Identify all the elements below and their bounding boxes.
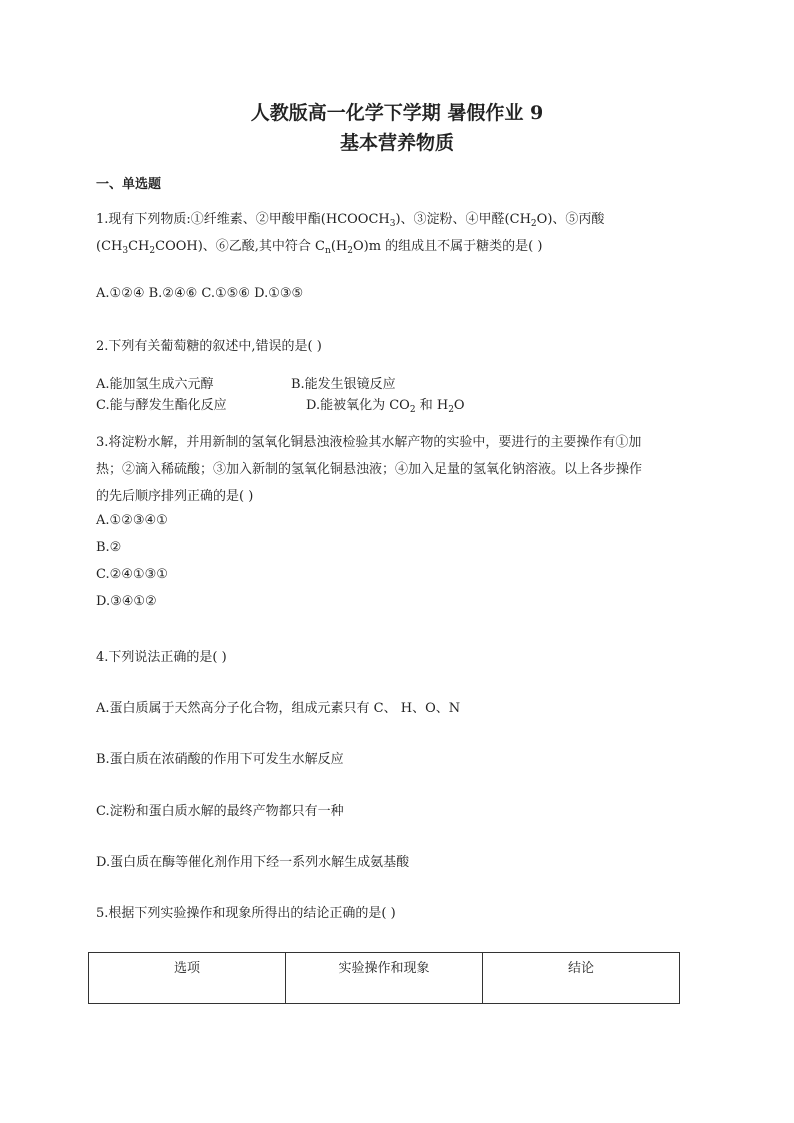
table-header-option: 选项 [89,953,286,1004]
q5-stem: 5.根据下列实验操作和现象所得出的结论正确的是( ) [96,906,396,921]
q3-option-c: C.②④①③① [96,567,168,582]
q4-option-b: B.蛋白质在浓硝酸的作用下可发生水解反应 [96,752,344,767]
q4-stem: 4.下列说法正确的是( ) [96,650,227,665]
q3-option-b: B.② [96,540,122,555]
q3-option-a: A.①②③④① [96,513,168,528]
q2-option-d: D.能被氧化为 $CO_2$ 和 $H_2O$ [306,398,465,415]
q3-stem-line2: 热；②滴入稀硫酸；③加入新制的氢氧化铜悬浊液；④加入足量的氢氧化钠溶液。以上各步操作 [96,462,643,477]
q4-option-c: C.淀粉和蛋白质水解的最终产物都只有一种 [96,804,344,819]
table-header-operation: 实验操作和现象 [286,953,483,1004]
page-title: 人教版高一化学下学期 暑假作业 9 [250,102,544,124]
q1-options: A.①②④ B.②④⑥ C.①⑤⑥ D.①③⑤ [96,286,304,301]
q3-stem-line1: 3.将淀粉水解，并用新制的氢氧化铜悬浊液检验其水解产物的实验中，要进行的主要操作有①加 [96,435,642,450]
page-subtitle: 基本营养物质 [339,132,454,154]
table-header-row [89,953,680,1004]
q2-stem: 2.下列有关葡萄糖的叙述中,错误的是( ) [96,339,322,354]
table-header-conclusion: 结论 [483,953,680,1004]
q2-option-b: B.能发生银镜反应 [291,377,396,392]
q1-stem-line2: $(CH_3CH_2COOH)$、⑥乙酸,其中符合 $C_n(H_2O)m$ 的组成且不属于糖类的是( ) [96,239,543,256]
q2-option-a: A.能加氢生成六元醇 [96,377,214,392]
section-heading: 一、单选题 [96,177,162,192]
q4-option-d: D.蛋白质在酶等催化剂作用下经一系列水解生成氨基酸 [96,855,410,870]
q3-option-d: D.③④①② [96,594,157,609]
q2-option-c: C.能与酵发生酯化反应 [96,398,227,413]
q1-stem-line1: 1.现有下列物质:①纤维素、②甲酸甲酯$(HCOOCH_3)$、③淀粉、④甲醛$(CH_2O)$、⑤丙酸 [96,212,605,229]
q4-option-a: A.蛋白质属于天然高分子化合物，组成元素只有 C、 H、O、N [96,701,461,716]
q5-table [88,952,680,1004]
q3-stem-line3: 的先后顺序排列正确的是( ) [96,489,254,504]
